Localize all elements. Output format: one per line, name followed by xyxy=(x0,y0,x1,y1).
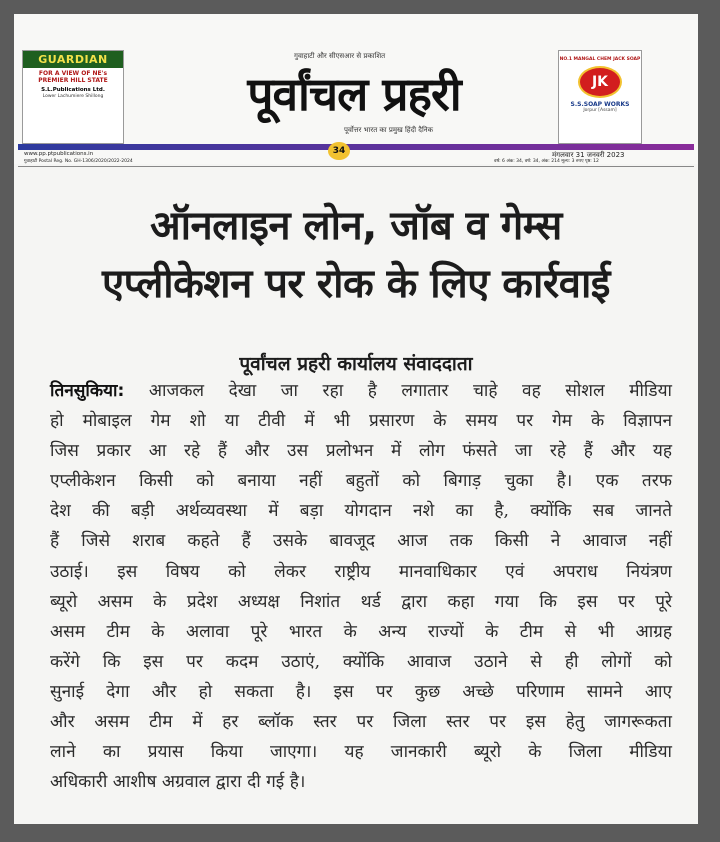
masthead-tagline-top: गुवाहाटी और सीएसआर से प्रकाशित xyxy=(294,52,386,60)
masthead xyxy=(14,14,698,164)
masthead-tagline-bottom: पूर्वोत्तर भारत का प्रमुख हिंदी दैनिक xyxy=(344,126,434,134)
headline-line-1: ऑनलाइन लोन, जॉब व गेम्स xyxy=(150,203,562,249)
body-line: हो मोबाइल गेम शो या टीवी में भी प्रसारण के समय पर गेम के विज्ञापन xyxy=(50,411,672,432)
newspaper-title: पूर्वांचल प्रहरी xyxy=(247,67,461,121)
body-line: जिस प्रकार आ रहे हैं और उस प्रलोभन में लोग फंसते जा रहे हैं और यह xyxy=(50,441,672,462)
body-line xyxy=(50,376,672,406)
body-line: देश की बड़ी अर्थव्यवस्था में बड़ा योगदान नशे का है, क्योंकि सब जानते xyxy=(50,501,672,522)
masthead-rule xyxy=(18,166,694,167)
body-line: एप्लीकेशन किसी को बनाया नहीं बहुतों को बिगाड़ चुका है। एक तरफ xyxy=(50,471,672,492)
dateline: तिनसुकिया: xyxy=(50,381,125,401)
ad-left-address: Lower Lachumiere Shillong xyxy=(42,94,104,99)
body-line: सुनाई देगा और हो सकता है। इस पर कुछ अच्छे परिणाम सामने आए xyxy=(50,681,672,702)
ad-left-brand: GUARDIAN xyxy=(23,51,123,68)
article-headline xyxy=(14,198,698,314)
body-line-text: आजकल देखा जा रहा है लगातार चाहे वह सोशल मीडिया xyxy=(148,381,672,401)
left-ad-box xyxy=(22,50,124,144)
newspaper-clipping xyxy=(14,14,698,824)
body-line: उठाई। इस विषय को लेकर राष्ट्रीय मानवाधिकार एवं अपराध नियंत्रण xyxy=(50,561,672,582)
masthead-color-strip xyxy=(18,144,694,150)
volume-info: वर्ष: 6 अंक: 34, वर्ष: 34, अंक: 214 मूल्य: 3 रुपए पृष्ठ: 12 xyxy=(494,159,599,164)
issue-date: मंगलवार 31 जनवरी 2023 xyxy=(552,151,625,159)
jk-logo-icon: JK xyxy=(578,66,622,98)
ad-right-name: S.S.SOAP WORKS xyxy=(570,101,630,108)
postal-reg-text: गुवाहाटी Postal Reg. No. GH-1306/2020/2022-2024 xyxy=(24,159,133,164)
article-byline: पूर्वांचल प्रहरी कार्यालय संवाददाता xyxy=(239,353,473,375)
ad-left-publisher: S.L.Publications Ltd. xyxy=(41,87,105,93)
ad-right-top: NO.1 MANGAL CHEM JACK SOAP xyxy=(559,57,641,62)
article-body xyxy=(50,376,672,797)
body-line: और असम टीम में हर ब्लॉक स्तर पर जिला स्तर पर इस हेतु जागरूकता xyxy=(50,712,672,733)
body-line: लाने का प्रयास किया जाएगा। यह जानकारी ब्यूरो के जिला मीडिया xyxy=(50,742,672,763)
masthead-info-bar xyxy=(24,146,688,165)
body-line: अधिकारी आशीष अग्रवाल द्वारा दी गई है। xyxy=(50,772,306,793)
body-line: करेंगे कि इस पर कदम उठाएं, क्योंकि आवाज उठाने से ही लोगों को xyxy=(50,651,672,672)
ad-left-tagline: FOR A VIEW OF NE's PREMIER HILL STATE xyxy=(38,70,108,84)
headline-line-2: एप्लीकेशन पर रोक के लिए कार्रवाई xyxy=(102,261,610,307)
body-line: ब्यूरो असम के प्रदेश अध्यक्ष निशांत थर्ड द्वारा कहा गया कि इस पर पूरे xyxy=(50,591,672,612)
body-line: हैं जिसे शराब कहते हैं उसके बावजूद आज तक किसी ने आवाज नहीं xyxy=(50,531,672,552)
page-number-badge: 34 xyxy=(328,142,350,160)
right-ad-box xyxy=(558,50,642,144)
website-text: www.pp.ptpublications.in xyxy=(24,151,94,157)
ad-right-sub: Jorpur [Assam] xyxy=(583,108,617,113)
body-line: असम टीम के अलावा पूरे भारत के अन्य राज्यों के टीम से भी आग्रह xyxy=(50,621,672,642)
